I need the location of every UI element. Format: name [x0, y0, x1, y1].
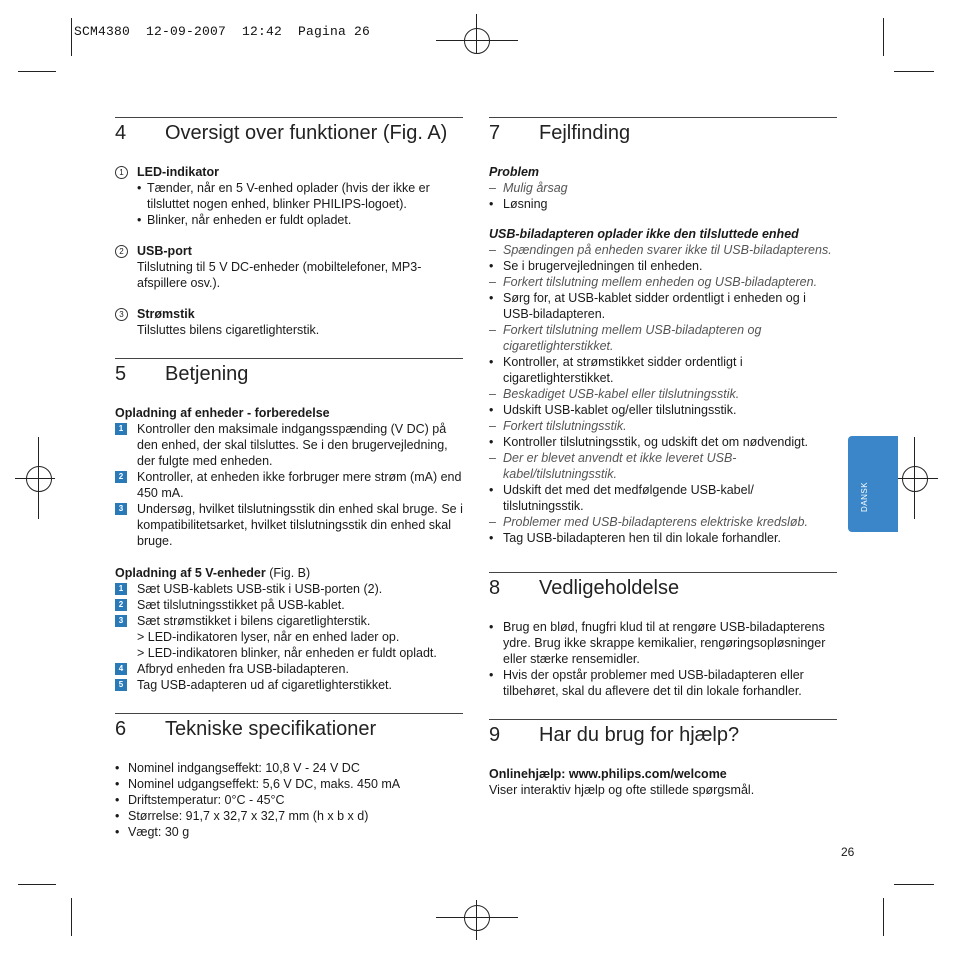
cause: – Forkert tilslutning mellem USB-biladapteren og cigaretlighterstikket. [489, 322, 837, 354]
section-heading [489, 719, 837, 758]
feature-item [115, 306, 463, 338]
step-note: > LED-indikatoren lyser, når en enhed lader op. [137, 630, 400, 644]
section-body [489, 619, 837, 699]
crop-mark [71, 18, 72, 56]
step: 4 Afbryd enheden fra USB-biladapteren. [115, 661, 463, 677]
cause: – Spændingen på enheden svarer ikke til USB-biladapterens. [489, 242, 837, 258]
callout-number: 3 [115, 308, 128, 321]
legend-cause: – Mulig årsag [489, 180, 837, 196]
bullet: • Hvis der opstår problemer med USB-biladapteren eller tilbehøret, skal du aflevere det til din lokale forhandler. [489, 667, 837, 699]
registration-line [15, 478, 55, 479]
spec-item: • Nominel indgangseffekt: 10,8 V - 24 V DC [115, 760, 463, 776]
step-number: 3 [115, 615, 127, 627]
section-body [489, 766, 837, 798]
section-heading [115, 713, 463, 752]
registration-line [38, 437, 39, 519]
section-body [115, 164, 463, 338]
section-heading [489, 572, 837, 611]
registration-mark-icon [464, 28, 490, 54]
subheading: Opladning af enheder - forberedelse [115, 406, 330, 420]
section-title: Har du brug for hjælp? [539, 724, 740, 746]
step: 2 Kontroller, at enheden ikke forbruger mere strøm (mA) end 450 mA. [115, 469, 463, 501]
crop-mark [18, 71, 56, 72]
registration-mark-icon [902, 466, 928, 492]
fix: • Kontroller tilslutningsstik, og udskift det om nødvendigt. [489, 434, 837, 450]
crop-mark [894, 884, 934, 885]
help-text: Viser interaktiv hjælp og ofte stillede spørgsmål. [489, 783, 755, 797]
cause: – Beskadiget USB-kabel eller tilslutningsstik. [489, 386, 837, 402]
step-number: 5 [115, 679, 127, 691]
section-number: 7 [489, 122, 501, 144]
right-column [489, 117, 837, 798]
section-number: 6 [115, 718, 127, 740]
callout-number: 1 [115, 166, 128, 179]
registration-line [898, 478, 938, 479]
online-help-link[interactable]: Onlinehjælp: www.philips.com/welcome [489, 767, 727, 781]
section-title: Fejlfinding [539, 122, 631, 144]
crop-mark [71, 898, 72, 936]
registration-line [914, 437, 915, 519]
registration-line [436, 40, 518, 41]
registration-mark-icon [26, 466, 52, 492]
fix: • Se i brugervejledningen til enheden. [489, 258, 837, 274]
fix: • Udskift USB-kablet og/eller tilslutningsstik. [489, 402, 837, 418]
step-number: 2 [115, 471, 127, 483]
feature-text: Tilsluttes bilens cigaretlighterstik. [137, 323, 320, 337]
section-title: Betjening [165, 363, 249, 385]
section-title: Oversigt over funktioner (Fig. A) [165, 122, 448, 144]
section-body [115, 405, 463, 693]
step: 1 Kontroller den maksimale indgangsspænding (V DC) på den enhed, der skal tilsluttes. Se i den brugervejledning, der fulgte med enheden. [115, 421, 463, 469]
step-number: 1 [115, 423, 127, 435]
section-number: 9 [489, 724, 501, 746]
step: 2 Sæt tilslutningsstikket på USB-kablet. [115, 597, 463, 613]
cause: – Forkert tilslutningsstik. [489, 418, 837, 434]
legend-fix: • Løsning [489, 196, 837, 212]
language-label: DANSK [860, 481, 869, 512]
fix: • Tag USB-biladapteren hen til din lokale forhandler. [489, 530, 837, 546]
fix: • Udskift det med det medfølgende USB-kabel/ tilslutningsstik. [489, 482, 837, 514]
bullet: • Tænder, når en 5 V-enhed oplader (hvis der ikke er tilsluttet nogen enhed, blinker PHILIPS-logoet). [137, 180, 463, 212]
spec-item: • Størrelse: 91,7 x 32,7 x 32,7 mm (h x b x d) [115, 808, 463, 824]
section-heading [489, 117, 837, 156]
feature-item [115, 243, 463, 291]
step-number: 4 [115, 663, 127, 675]
fix: • Kontroller, at strømstikket sidder ordentligt i cigaretlighterstikket. [489, 354, 837, 386]
registration-line [476, 900, 477, 940]
section-body [489, 164, 837, 546]
printer-slug: SCM4380 12-09-2007 12:42 Pagina 26 [74, 24, 371, 39]
cause: – Der er blevet anvendt et ikke leveret USB-kabel/tilslutningsstik. [489, 450, 837, 482]
spec-item: • Driftstemperatur: 0°C - 45°C [115, 792, 463, 808]
registration-line [476, 14, 477, 54]
step-note: > LED-indikatoren blinker, når enheden er fuldt opladt. [137, 646, 437, 660]
step: 3 Sæt strømstikket i bilens cigaretlighterstik. [115, 613, 463, 629]
spec-item: • Vægt: 30 g [115, 824, 463, 840]
feature-title: USB-port [137, 244, 192, 258]
step-number: 3 [115, 503, 127, 515]
section-number: 8 [489, 577, 501, 599]
bullet: • Brug en blød, fnugfri klud til at rengøre USB-biladapterens ydre. Brug ikke skrappe kemikalier, rengøringsopløsninger eller stærke rensemidler. [489, 619, 837, 667]
spec-item: • Nominel udgangseffekt: 5,6 V DC, maks. 450 mA [115, 776, 463, 792]
left-column [115, 117, 463, 840]
step-number: 2 [115, 599, 127, 611]
step: 3 Undersøg, hvilket tilslutningsstik din enhed skal bruge. Se i kompatibilitetsarket, hvilket tilslutningsstik din enhed skal bruge. [115, 501, 463, 549]
section-number: 4 [115, 122, 127, 144]
crop-mark [18, 884, 56, 885]
section-number: 5 [115, 363, 127, 385]
section-title: Vedligeholdelse [539, 577, 680, 599]
crop-mark [894, 71, 934, 72]
fix: • Sørg for, at USB-kablet sidder ordentligt i enheden og i USB-biladapteren. [489, 290, 837, 322]
page-number: 26 [841, 845, 855, 859]
feature-title: LED-indikator [137, 165, 219, 179]
subheading: Opladning af 5 V-enheder (Fig. B) [115, 566, 311, 580]
registration-mark-icon [464, 905, 490, 931]
step-number: 1 [115, 583, 127, 595]
section-heading [115, 358, 463, 397]
section-heading [115, 117, 463, 156]
callout-number: 2 [115, 245, 128, 258]
legend-problem: Problem [489, 165, 540, 179]
feature-title: Strømstik [137, 307, 195, 321]
section-title: Tekniske specifikationer [165, 718, 377, 740]
cause: – Problemer med USB-biladapterens elektriske kredsløb. [489, 514, 837, 530]
feature-text: Tilslutning til 5 V DC-enheder (mobiltelefoner, MP3-afspillere osv.). [137, 260, 422, 290]
step: 1 Sæt USB-kablets USB-stik i USB-porten (2). [115, 581, 463, 597]
language-tab [848, 436, 898, 532]
problem-heading: USB-biladapteren oplader ikke den tilsluttede enhed [489, 227, 799, 241]
crop-mark [883, 18, 884, 56]
crop-mark [883, 898, 884, 936]
step: 5 Tag USB-adapteren ud af cigaretlighterstikket. [115, 677, 463, 693]
registration-line [436, 917, 518, 918]
spec-list [115, 760, 463, 840]
cause: – Forkert tilslutning mellem enheden og USB-biladapteren. [489, 274, 837, 290]
feature-item [115, 164, 463, 228]
bullet: • Blinker, når enheden er fuldt opladet. [137, 212, 463, 228]
